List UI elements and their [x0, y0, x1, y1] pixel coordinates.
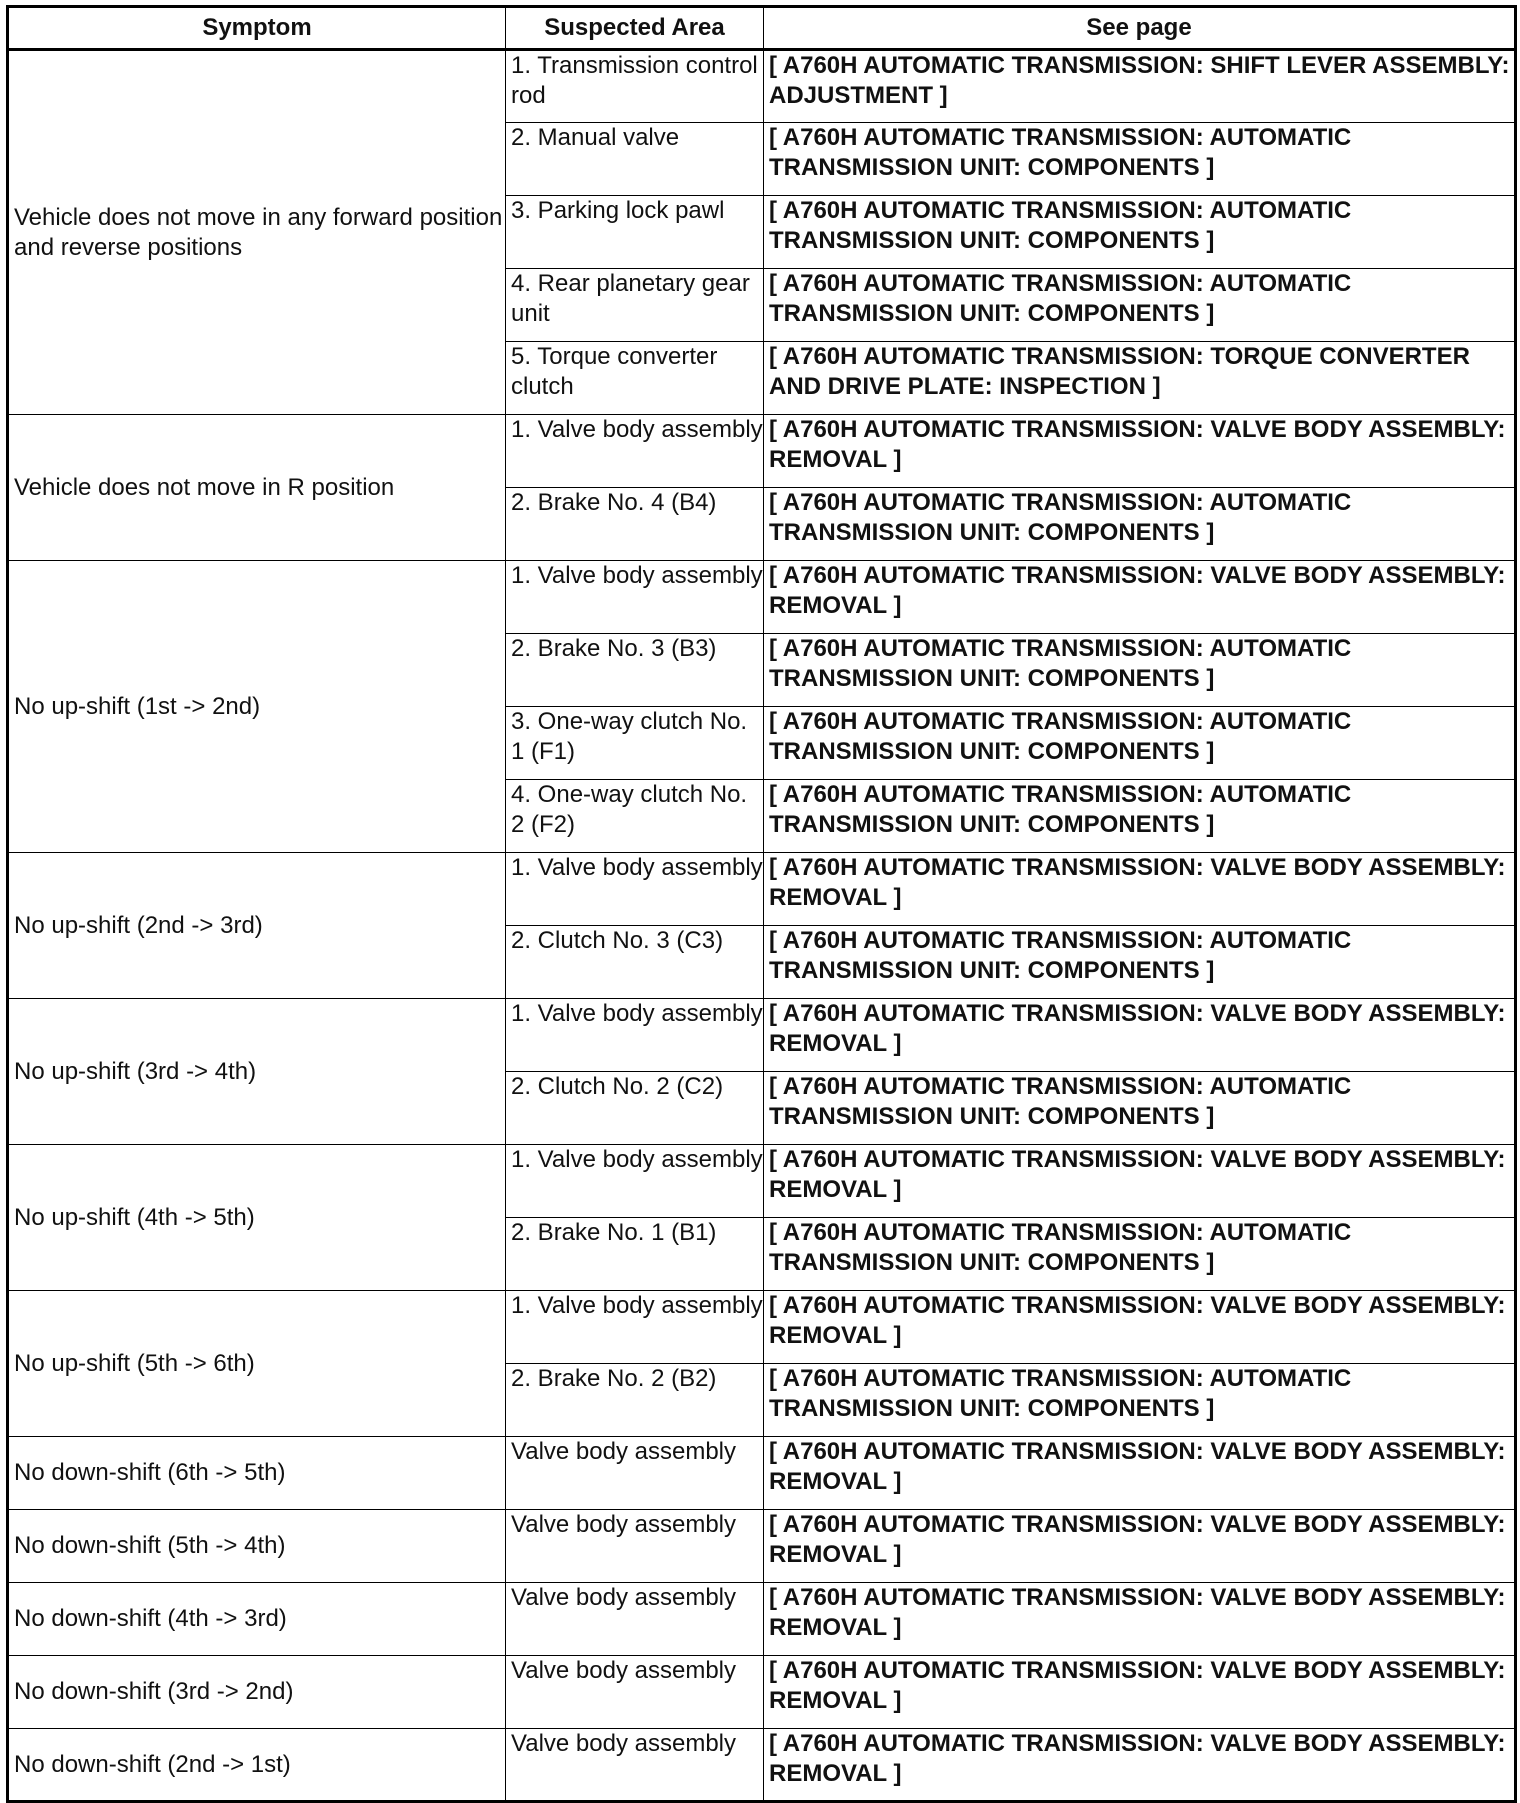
suspected-area-cell: 1. Valve body assembly [506, 999, 764, 1072]
table-row [8, 1437, 1516, 1510]
symptom-cell: No up-shift (3rd -> 4th) [8, 999, 506, 1145]
see-page-reference: [ A760H AUTOMATIC TRANSMISSION: VALVE BODY ASSEMBLY: REMOVAL ] [764, 999, 1516, 1072]
see-page-reference: [ A760H AUTOMATIC TRANSMISSION: AUTOMATIC TRANSMISSION UNIT: COMPONENTS ] [764, 269, 1516, 342]
table-row [8, 853, 1516, 926]
header-see-page: See page [764, 7, 1516, 50]
suspected-area-cell: 1. Valve body assembly [506, 853, 764, 926]
symptom-cell: Vehicle does not move in any forward position and reverse positions [8, 50, 506, 415]
see-page-reference: [ A760H AUTOMATIC TRANSMISSION: TORQUE CONVERTER AND DRIVE PLATE: INSPECTION ] [764, 342, 1516, 415]
suspected-area-cell: 2. Brake No. 3 (B3) [506, 634, 764, 707]
see-page-reference: [ A760H AUTOMATIC TRANSMISSION: AUTOMATIC TRANSMISSION UNIT: COMPONENTS ] [764, 926, 1516, 999]
suspected-area-cell: Valve body assembly [506, 1510, 764, 1583]
table-row [8, 1510, 1516, 1583]
symptom-cell: No up-shift (5th -> 6th) [8, 1291, 506, 1437]
header-symptom: Symptom [8, 7, 506, 50]
suspected-area-cell: 1. Valve body assembly [506, 1291, 764, 1364]
see-page-reference: [ A760H AUTOMATIC TRANSMISSION: VALVE BODY ASSEMBLY: REMOVAL ] [764, 1291, 1516, 1364]
see-page-reference: [ A760H AUTOMATIC TRANSMISSION: AUTOMATIC TRANSMISSION UNIT: COMPONENTS ] [764, 1218, 1516, 1291]
suspected-area-cell: 5. Torque converter clutch [506, 342, 764, 415]
see-page-reference: [ A760H AUTOMATIC TRANSMISSION: AUTOMATIC TRANSMISSION UNIT: COMPONENTS ] [764, 196, 1516, 269]
symptom-cell: No down-shift (6th -> 5th) [8, 1437, 506, 1510]
symptom-cell: No down-shift (2nd -> 1st) [8, 1729, 506, 1802]
suspected-area-cell: 2. Manual valve [506, 123, 764, 196]
see-page-reference: [ A760H AUTOMATIC TRANSMISSION: VALVE BODY ASSEMBLY: REMOVAL ] [764, 415, 1516, 488]
suspected-area-cell: 3. One-way clutch No. 1 (F1) [506, 707, 764, 780]
suspected-area-cell: 1. Valve body assembly [506, 561, 764, 634]
see-page-reference: [ A760H AUTOMATIC TRANSMISSION: VALVE BODY ASSEMBLY: REMOVAL ] [764, 1145, 1516, 1218]
see-page-reference: [ A760H AUTOMATIC TRANSMISSION: VALVE BODY ASSEMBLY: REMOVAL ] [764, 1510, 1516, 1583]
suspected-area-cell: 4. One-way clutch No. 2 (F2) [506, 780, 764, 853]
see-page-reference: [ A760H AUTOMATIC TRANSMISSION: SHIFT LEVER ASSEMBLY: ADJUSTMENT ] [764, 50, 1516, 123]
suspected-area-cell: 2. Clutch No. 2 (C2) [506, 1072, 764, 1145]
troubleshooting-table [6, 5, 1517, 1803]
suspected-area-cell: 2. Clutch No. 3 (C3) [506, 926, 764, 999]
symptom-cell: Vehicle does not move in R position [8, 415, 506, 561]
table-row [8, 561, 1516, 634]
suspected-area-cell: 1. Valve body assembly [506, 415, 764, 488]
see-page-reference: [ A760H AUTOMATIC TRANSMISSION: VALVE BODY ASSEMBLY: REMOVAL ] [764, 561, 1516, 634]
table-row [8, 1145, 1516, 1218]
suspected-area-cell: 2. Brake No. 2 (B2) [506, 1364, 764, 1437]
see-page-reference: [ A760H AUTOMATIC TRANSMISSION: AUTOMATIC TRANSMISSION UNIT: COMPONENTS ] [764, 1072, 1516, 1145]
suspected-area-cell: Valve body assembly [506, 1729, 764, 1802]
header-suspected-area: Suspected Area [506, 7, 764, 50]
suspected-area-cell: Valve body assembly [506, 1437, 764, 1510]
table-row [8, 1291, 1516, 1364]
symptom-cell: No up-shift (2nd -> 3rd) [8, 853, 506, 999]
table-row [8, 50, 1516, 123]
symptom-cell: No up-shift (1st -> 2nd) [8, 561, 506, 853]
see-page-reference: [ A760H AUTOMATIC TRANSMISSION: VALVE BODY ASSEMBLY: REMOVAL ] [764, 1729, 1516, 1802]
table-row [8, 1729, 1516, 1802]
see-page-reference: [ A760H AUTOMATIC TRANSMISSION: AUTOMATIC TRANSMISSION UNIT: COMPONENTS ] [764, 780, 1516, 853]
see-page-reference: [ A760H AUTOMATIC TRANSMISSION: VALVE BODY ASSEMBLY: REMOVAL ] [764, 1583, 1516, 1656]
see-page-reference: [ A760H AUTOMATIC TRANSMISSION: AUTOMATIC TRANSMISSION UNIT: COMPONENTS ] [764, 123, 1516, 196]
table-row [8, 1583, 1516, 1656]
table-body [8, 50, 1516, 1802]
see-page-reference: [ A760H AUTOMATIC TRANSMISSION: VALVE BODY ASSEMBLY: REMOVAL ] [764, 1437, 1516, 1510]
see-page-reference: [ A760H AUTOMATIC TRANSMISSION: AUTOMATIC TRANSMISSION UNIT: COMPONENTS ] [764, 707, 1516, 780]
table-row [8, 999, 1516, 1072]
suspected-area-cell: Valve body assembly [506, 1583, 764, 1656]
symptom-cell: No down-shift (4th -> 3rd) [8, 1583, 506, 1656]
suspected-area-cell: 1. Valve body assembly [506, 1145, 764, 1218]
suspected-area-cell: 2. Brake No. 4 (B4) [506, 488, 764, 561]
suspected-area-cell: 1. Transmission control rod [506, 50, 764, 123]
symptom-cell: No down-shift (3rd -> 2nd) [8, 1656, 506, 1729]
table-row [8, 415, 1516, 488]
see-page-reference: [ A760H AUTOMATIC TRANSMISSION: AUTOMATIC TRANSMISSION UNIT: COMPONENTS ] [764, 488, 1516, 561]
table-header-row [8, 7, 1516, 50]
suspected-area-cell: 3. Parking lock pawl [506, 196, 764, 269]
suspected-area-cell: 4. Rear planetary gear unit [506, 269, 764, 342]
see-page-reference: [ A760H AUTOMATIC TRANSMISSION: AUTOMATIC TRANSMISSION UNIT: COMPONENTS ] [764, 634, 1516, 707]
suspected-area-cell: 2. Brake No. 1 (B1) [506, 1218, 764, 1291]
suspected-area-cell: Valve body assembly [506, 1656, 764, 1729]
table-row [8, 1656, 1516, 1729]
see-page-reference: [ A760H AUTOMATIC TRANSMISSION: AUTOMATIC TRANSMISSION UNIT: COMPONENTS ] [764, 1364, 1516, 1437]
see-page-reference: [ A760H AUTOMATIC TRANSMISSION: VALVE BODY ASSEMBLY: REMOVAL ] [764, 1656, 1516, 1729]
symptom-cell: No down-shift (5th -> 4th) [8, 1510, 506, 1583]
symptom-cell: No up-shift (4th -> 5th) [8, 1145, 506, 1291]
see-page-reference: [ A760H AUTOMATIC TRANSMISSION: VALVE BODY ASSEMBLY: REMOVAL ] [764, 853, 1516, 926]
